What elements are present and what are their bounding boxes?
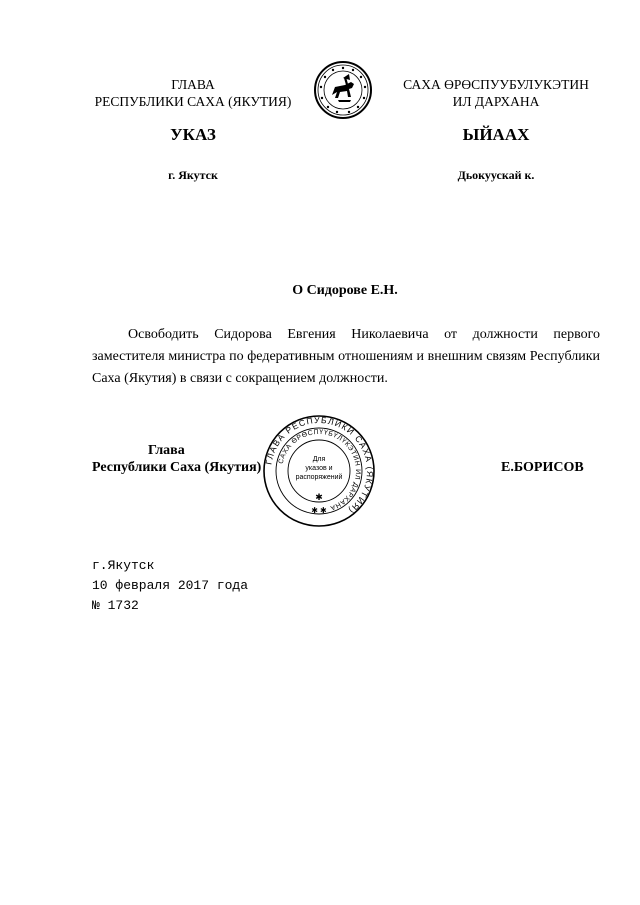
official-seal-stamp	[262, 414, 376, 528]
decree-body: Освободить Сидорова Евгения Николаевича от должности первого заместителя министра по федеративным отношениям и внешним связям Республики Саха (Якутия) в связи с сокращением должности.	[92, 327, 600, 386]
seal-star-icon: ✱ ✱	[311, 506, 327, 515]
footer-date: 10 февраля 2017 года	[92, 578, 249, 593]
seal-inner-text: САХА ӨРӨСПҮҮБҮЛҮКЭТИН ИЛ ДАРХАНА	[277, 428, 362, 512]
header-left	[60, 76, 326, 110]
seal-center-line1: Для	[312, 456, 326, 463]
footer-number: № 1732	[92, 598, 139, 613]
header-left-line2: РЕСПУБЛИКИ САХА (ЯКУТИЯ)	[94, 94, 292, 109]
city-ru: г. Якутск	[168, 168, 218, 182]
signature-title-line2: Республики Саха (Якутия)	[92, 460, 262, 475]
seal-center-line2: указов и	[305, 465, 333, 472]
decree-title-sakha: ЫЙААХ	[462, 125, 530, 144]
coat-of-arms-emblem	[313, 60, 373, 120]
header-right	[390, 76, 602, 110]
seal-center-line3: распоряжений	[295, 474, 343, 481]
seal-star-icon: ✱	[315, 492, 323, 502]
decree-subject: О Сидорове Е.Н.	[292, 283, 398, 298]
header-right-line2: ИЛ ДАРХАНА	[452, 94, 540, 109]
footer-city: г.Якутск	[92, 558, 155, 573]
decree-title-ru: УКАЗ	[170, 125, 216, 144]
seal-outer-text: ГЛАВА РЕСПУБЛИКИ САХА (ЯКУТИЯ)	[263, 414, 376, 517]
signature-name: Е.БОРИСОВ	[501, 460, 584, 475]
city-sakha: Дьокуускай к.	[457, 168, 535, 182]
header-left-line1: ГЛАВА	[171, 77, 215, 92]
signature-title-line1: Глава	[148, 443, 185, 458]
header-right-line1: САХА ӨРӨСПУУБУЛУКЭТИН	[403, 77, 589, 92]
